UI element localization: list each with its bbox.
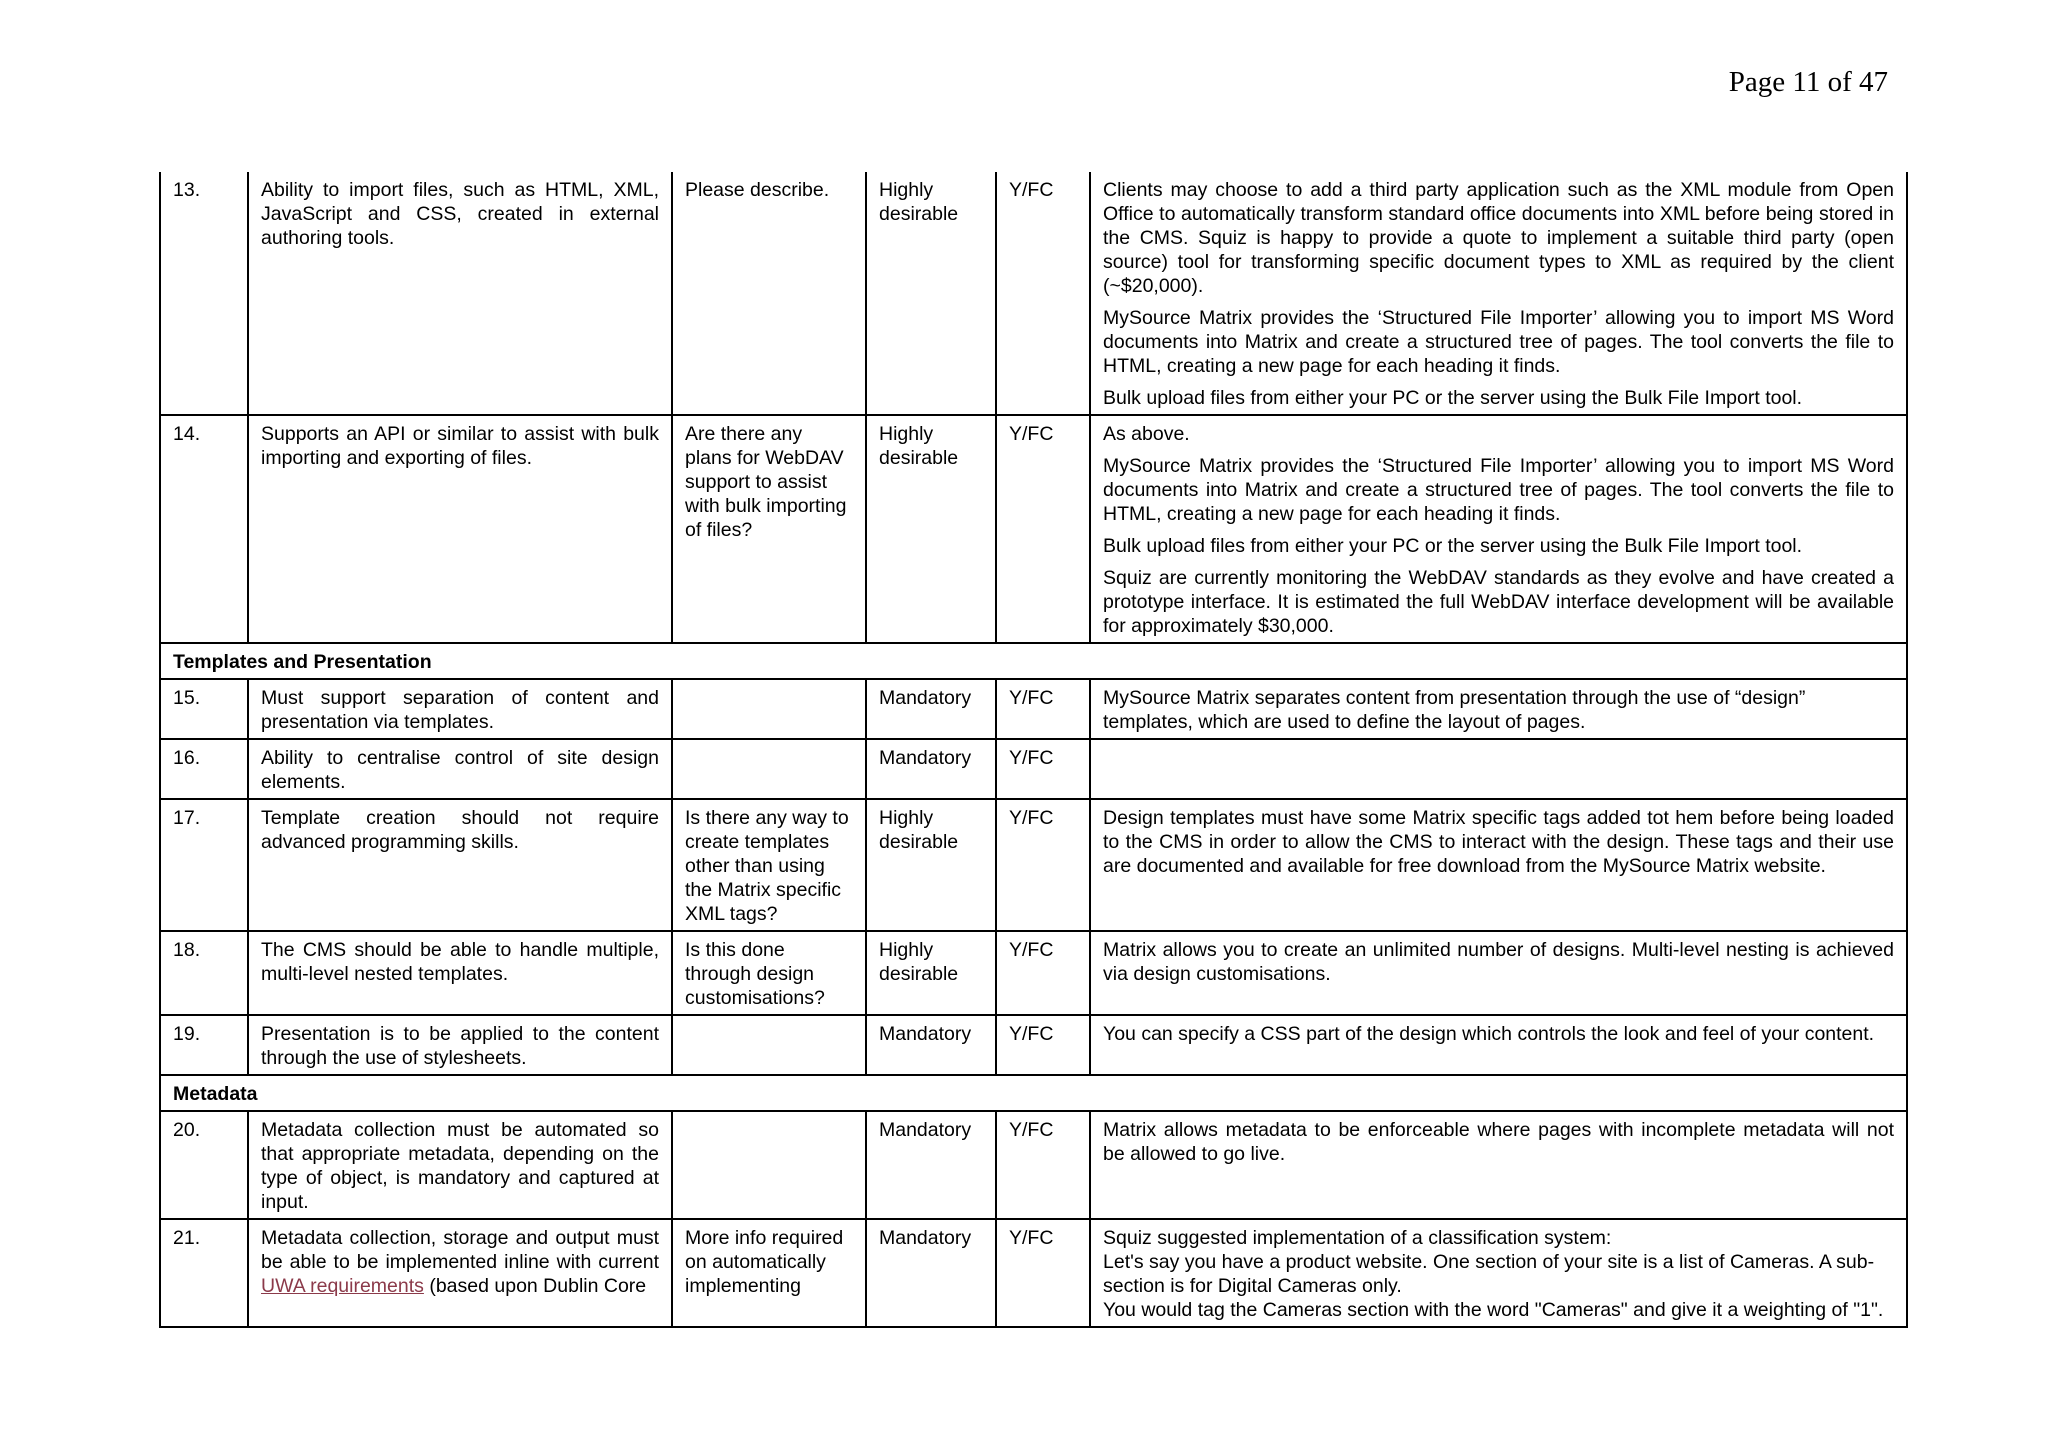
priority-text: Mandatory bbox=[866, 679, 996, 739]
priority-text: Highly desirable bbox=[866, 799, 996, 931]
priority-text: Highly desirable bbox=[866, 415, 996, 643]
req-number: 21. bbox=[160, 1219, 248, 1327]
section-heading: Templates and Presentation bbox=[160, 643, 1907, 679]
requirement-text-part: (based upon Dublin Core bbox=[429, 1275, 647, 1297]
compliance-text: Y/FC bbox=[996, 1015, 1090, 1075]
response-cell bbox=[1090, 172, 1907, 415]
requirement-text: Metadata collection must be automated so that appropriate metadata, depending on the type of object, is mandatory and captured at input. bbox=[248, 1111, 672, 1219]
compliance-text: Y/FC bbox=[996, 1111, 1090, 1219]
response-cell bbox=[1090, 739, 1907, 799]
response-paragraph: As above. bbox=[1103, 423, 1190, 445]
priority-text: Mandatory bbox=[866, 1015, 996, 1075]
response-paragraph: Design templates must have some Matrix specific tags added tot hem before being loaded to the CMS in order to allow the CMS to interact with the design. These tags and their use are documented and available for free download from the MySource Matrix website. bbox=[1103, 807, 1894, 877]
priority-text: Highly desirable bbox=[866, 172, 996, 415]
priority-text: Mandatory bbox=[866, 1111, 996, 1219]
priority-text: Mandatory bbox=[866, 1219, 996, 1327]
response-paragraph: Clients may choose to add a third party application such as the XML module from Open Office to automatically transform standard office documents into XML before being stored in the CMS. Squiz is happy to provide a quote to implement a suitable third party (open source) tool for transforming specific document types to XML as required by the client (~$20,000). bbox=[1103, 179, 1894, 297]
priority-text: Mandatory bbox=[866, 739, 996, 799]
compliance-text: Y/FC bbox=[996, 799, 1090, 931]
table-row bbox=[160, 679, 1907, 739]
response-cell bbox=[1090, 1219, 1907, 1327]
question-text bbox=[672, 739, 866, 799]
question-text bbox=[672, 679, 866, 739]
section-heading: Metadata bbox=[160, 1075, 1907, 1111]
compliance-text: Y/FC bbox=[996, 739, 1090, 799]
section-row bbox=[160, 643, 1907, 679]
question-text bbox=[672, 1111, 866, 1219]
response-cell bbox=[1090, 799, 1907, 931]
response-paragraph: MySource Matrix provides the ‘Structured File Importer’ allowing you to import MS Word documents into Matrix and create a structured tree of pages. The tool converts the file to HTML, creating a new page for each heading it finds. bbox=[1103, 455, 1894, 525]
response-paragraph: MySource Matrix separates content from presentation through the use of “design” templates, which are used to define the layout of pages. bbox=[1103, 687, 1806, 733]
response-cell bbox=[1090, 679, 1907, 739]
response-paragraph: Bulk upload files from either your PC or the server using the Bulk File Import tool. bbox=[1103, 387, 1803, 409]
req-number: 19. bbox=[160, 1015, 248, 1075]
req-number: 13. bbox=[160, 172, 248, 415]
compliance-text: Y/FC bbox=[996, 1219, 1090, 1327]
compliance-text: Y/FC bbox=[996, 931, 1090, 1015]
req-number: 14. bbox=[160, 415, 248, 643]
requirement-text: Must support separation of content and presentation via templates. bbox=[248, 679, 672, 739]
compliance-text: Y/FC bbox=[996, 679, 1090, 739]
question-text: Please describe. bbox=[672, 172, 866, 415]
req-number: 20. bbox=[160, 1111, 248, 1219]
requirement-text: Ability to centralise control of site design elements. bbox=[248, 739, 672, 799]
response-line: You would tag the Cameras section with the word "Cameras" and give it a weighting of "1". bbox=[1103, 1299, 1884, 1321]
table-row bbox=[160, 415, 1907, 643]
response-cell bbox=[1090, 931, 1907, 1015]
response-paragraph: Bulk upload files from either your PC or the server using the Bulk File Import tool. bbox=[1103, 535, 1803, 557]
page-number: Page 11 of 47 bbox=[1728, 66, 1888, 98]
question-text: Is there any way to create templates other than using the Matrix specific XML tags? bbox=[672, 799, 866, 931]
requirement-text: Supports an API or similar to assist with bulk importing and exporting of files. bbox=[248, 415, 672, 643]
table-row bbox=[160, 799, 1907, 931]
req-number: 17. bbox=[160, 799, 248, 931]
question-text bbox=[672, 1015, 866, 1075]
response-paragraph: Matrix allows metadata to be enforceable where pages with incomplete metadata will not be allowed to go live. bbox=[1103, 1119, 1894, 1165]
requirement-text: The CMS should be able to handle multiple, multi-level nested templates. bbox=[248, 931, 672, 1015]
response-paragraph: You can specify a CSS part of the design which controls the look and feel of your content. bbox=[1103, 1023, 1875, 1045]
table-row bbox=[160, 739, 1907, 799]
table-row bbox=[160, 931, 1907, 1015]
response-cell bbox=[1090, 1015, 1907, 1075]
requirements-table bbox=[159, 172, 1908, 1328]
question-text: Is this done through design customisations? bbox=[672, 931, 866, 1015]
response-cell bbox=[1090, 1111, 1907, 1219]
req-number: 18. bbox=[160, 931, 248, 1015]
table-row bbox=[160, 1219, 1907, 1327]
table-row bbox=[160, 1015, 1907, 1075]
requirement-text-part: Metadata collection, storage and output must be able to be implemented inline with current bbox=[261, 1227, 659, 1273]
requirement-text: Template creation should not require advanced programming skills. bbox=[248, 799, 672, 931]
compliance-text: Y/FC bbox=[996, 415, 1090, 643]
response-line: Squiz suggested implementation of a classification system: bbox=[1103, 1227, 1612, 1249]
req-number: 16. bbox=[160, 739, 248, 799]
table-row bbox=[160, 172, 1907, 415]
question-text: More info required on automatically implementing bbox=[672, 1219, 866, 1327]
response-paragraph: Matrix allows you to create an unlimited number of designs. Multi-level nesting is achieved via design customisations. bbox=[1103, 939, 1894, 985]
uwa-requirements-link[interactable]: UWA requirements bbox=[261, 1275, 424, 1297]
section-row bbox=[160, 1075, 1907, 1111]
compliance-text: Y/FC bbox=[996, 172, 1090, 415]
requirement-text: Presentation is to be applied to the content through the use of stylesheets. bbox=[248, 1015, 672, 1075]
table-row bbox=[160, 1111, 1907, 1219]
question-text: Are there any plans for WebDAV support to assist with bulk importing of files? bbox=[672, 415, 866, 643]
response-cell bbox=[1090, 415, 1907, 643]
response-paragraph: Squiz are currently monitoring the WebDAV standards as they evolve and have created a prototype interface. It is estimated the full WebDAV interface development will be available for approximately $30,000. bbox=[1103, 567, 1894, 637]
response-line: Let's say you have a product website. One section of your site is a list of Cameras. A sub-section is for Digital Cameras only. bbox=[1103, 1251, 1875, 1297]
req-number: 15. bbox=[160, 679, 248, 739]
requirement-text: Ability to import files, such as HTML, XML, JavaScript and CSS, created in external authoring tools. bbox=[248, 172, 672, 415]
response-paragraph: MySource Matrix provides the ‘Structured File Importer’ allowing you to import MS Word documents into Matrix and create a structured tree of pages. The tool converts the file to HTML, creating a new page for each heading it finds. bbox=[1103, 307, 1894, 377]
requirement-text bbox=[248, 1219, 672, 1327]
priority-text: Highly desirable bbox=[866, 931, 996, 1015]
